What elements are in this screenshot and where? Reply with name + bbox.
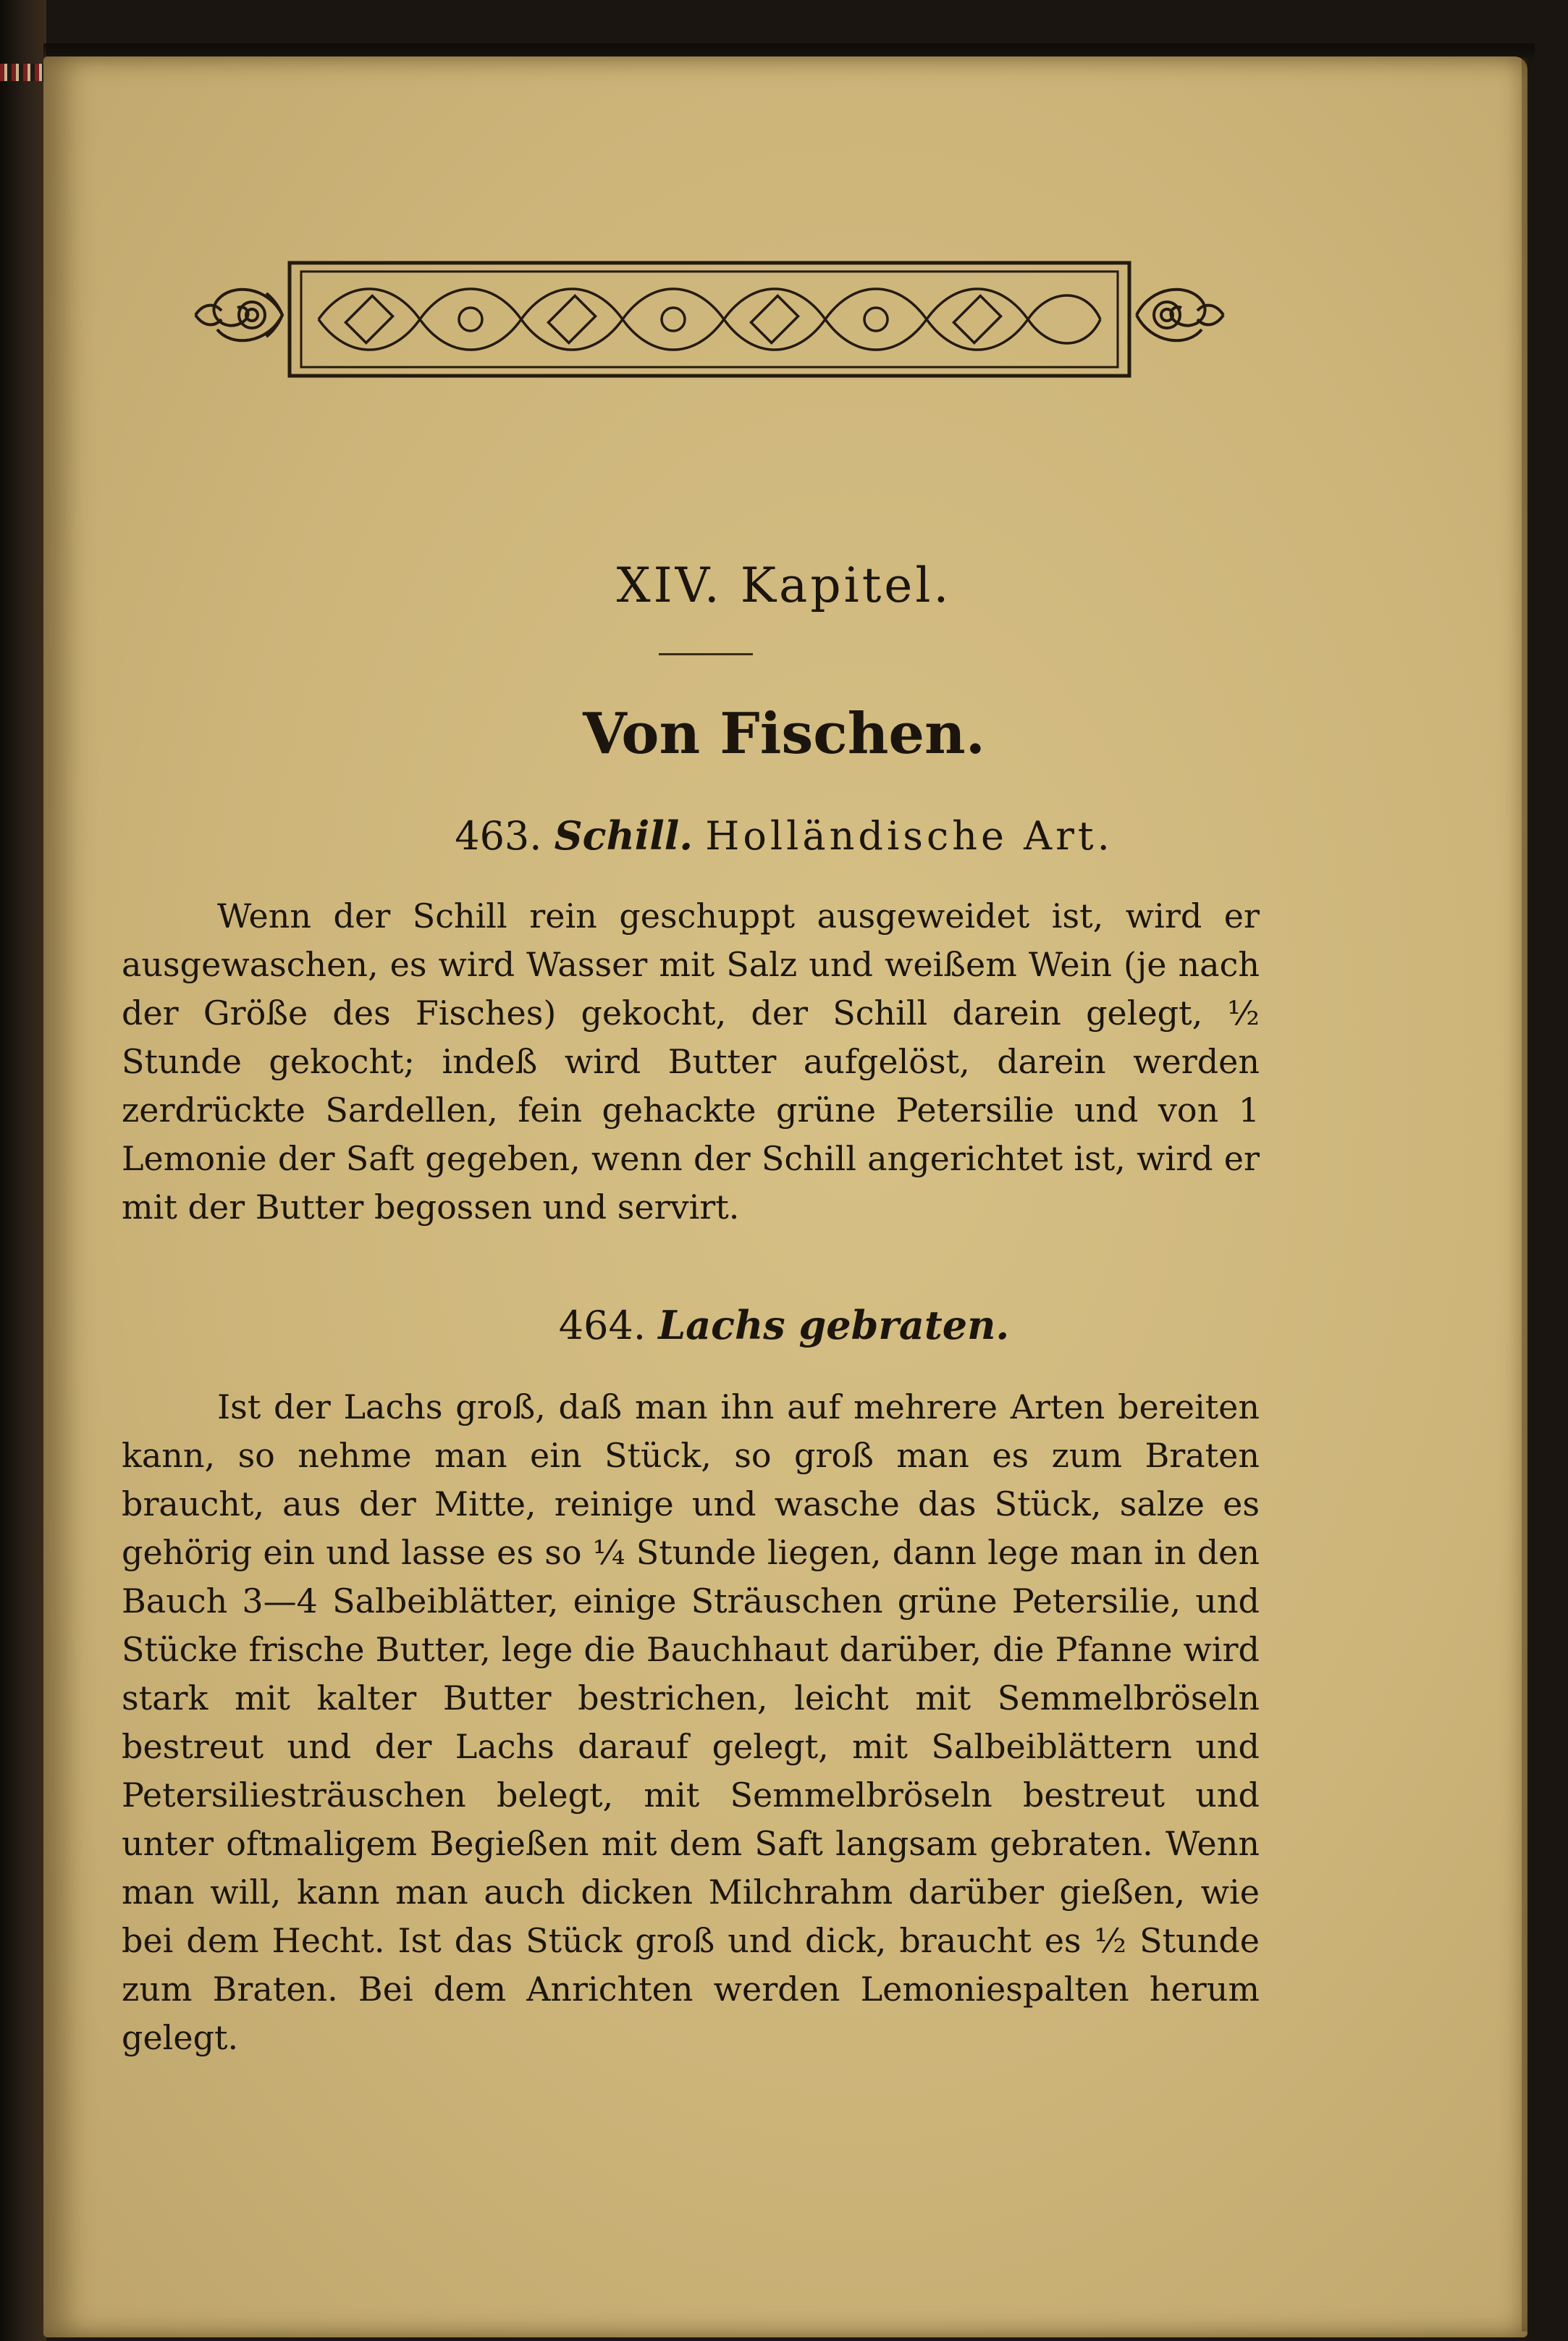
recipe-subtitle: Holländische Art. — [705, 813, 1113, 859]
recipe-text-463: Wenn der Schill rein geschuppt ausgeweidet ist, wird er ausgewaschen, es wird Wasser mit Salz und weißem Wein (je nach der Größe des Fisches) gekocht, der Schill darein gelegt, ½ Stunde gekocht; indeß wird Butter aufgelöst, darein werden zerdrückte Sardellen, fein gehackte grüne Petersilie und von 1 Lemonie der Saft gegeben, wenn der Schill angerichtet ist, wird er mit der Butter begossen und servirt. — [122, 896, 1260, 1227]
knot-chain — [319, 289, 1100, 350]
recipe-number: 464. — [558, 1303, 646, 1348]
recipe-name: Schill. — [554, 812, 694, 859]
book-binding — [0, 0, 46, 2341]
chapter-divider — [659, 653, 753, 655]
binding-bookmark-ribbon — [0, 64, 43, 81]
recipe-heading-464 — [0, 1302, 1568, 1348]
recipe-heading-463 — [0, 812, 1568, 859]
page-edge-shade — [1522, 58, 1527, 2332]
left-scroll-flourish — [195, 290, 282, 341]
chapter-heading: XIV. Kapitel. — [616, 558, 952, 613]
recipe-text-464: Ist der Lachs groß, daß man ihn auf mehrere Arten bereiten kann, so nehme man ein Stück, so groß man es zum Braten braucht, aus der Mitte, reinige und wasche das Stück, salze es gehörig ein und lasse es so ¼ Stunde liegen, dann lege man in den Bauch 3—4 Salbeiblätter, einige Sträuschen grüne Petersilie, und Stücke frische Butter, lege die Bauchhaut darüber, die Pfanne wird stark mit kalter Butter bestrichen, leicht mit Semmelbröseln bestreut und der Lachs darauf gelegt, mit Salbeiblättern und Petersiliesträuschen belegt, mit Semmelbröseln bestreut und unter oftmaligem Begießen mit dem Saft langsam gebraten. Wenn man will, kann man auch dicken Milchrahm darüber gießen, wie bei dem Hecht. Ist das Stück groß und dick, braucht es ½ Stunde zum Braten. Bei dem Anrichten werden Lemoniespalten herum gelegt. — [122, 1387, 1260, 2057]
recipe-name: Lachs gebraten. — [658, 1302, 1010, 1348]
header-ornament — [174, 250, 1245, 380]
section-title: Von Fischen. — [583, 701, 985, 767]
recipe-number: 463. — [455, 813, 542, 859]
right-scroll-flourish — [1137, 290, 1223, 341]
